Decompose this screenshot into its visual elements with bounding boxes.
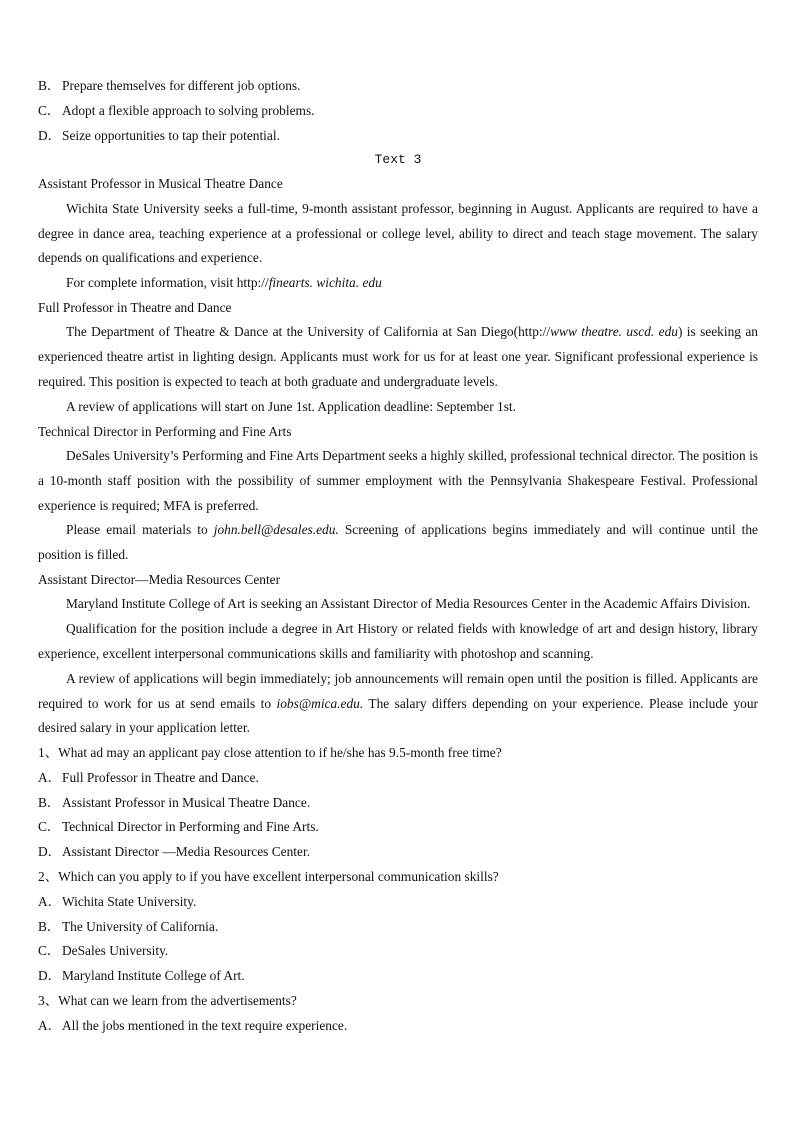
option-text: Seize opportunities to tap their potential. bbox=[62, 127, 280, 143]
option-c bbox=[38, 99, 758, 124]
option-text: Full Professor in Theatre and Dance. bbox=[62, 769, 259, 785]
question-option bbox=[38, 939, 758, 964]
question-option bbox=[38, 1014, 758, 1039]
question-option bbox=[38, 964, 758, 989]
option-letter: A． bbox=[38, 893, 62, 909]
option-letter: C． bbox=[38, 943, 61, 959]
option-b bbox=[38, 74, 758, 99]
ad-heading: Assistant Professor in Musical Theatre Dance bbox=[38, 176, 283, 192]
option-text: All the jobs mentioned in the text require experience. bbox=[62, 1017, 348, 1033]
question-option bbox=[38, 815, 758, 840]
option-text: Maryland Institute College of Art. bbox=[62, 968, 245, 984]
text-run: For complete information, visit http:// bbox=[66, 275, 269, 291]
option-d bbox=[38, 124, 758, 149]
option-letter: D． bbox=[38, 127, 62, 143]
option-letter: B． bbox=[38, 918, 61, 934]
website-link: www theatre. uscd. edu bbox=[550, 324, 678, 340]
question-option bbox=[38, 915, 758, 940]
option-text: Technical Director in Performing and Fine Arts. bbox=[62, 819, 319, 835]
option-letter: D． bbox=[38, 844, 62, 860]
text-run: ) is seeking an experienced theatre artist in lighting design. Applicants must work for us for at least one year. Significant professional experience is required. This position is expected to teach at both graduate and undergraduate levels. bbox=[38, 324, 758, 389]
question-option bbox=[38, 890, 758, 915]
option-letter: A． bbox=[38, 1017, 62, 1033]
ad-paragraph bbox=[38, 518, 758, 568]
question-stem: 3、What can we learn from the advertisements? bbox=[38, 993, 297, 1009]
option-text: DeSales University. bbox=[62, 943, 169, 959]
option-text: The University of California. bbox=[62, 918, 219, 934]
text-run: The Department of Theatre & Dance at the University of California at San Diego(http:// bbox=[66, 324, 551, 340]
website-link: finearts. wichita. edu bbox=[268, 275, 382, 291]
option-letter: B． bbox=[38, 794, 61, 810]
option-letter: D． bbox=[38, 968, 62, 984]
ad-heading: Assistant Director—Media Resources Center bbox=[38, 571, 281, 587]
email-link: john.bell@desales.edu. bbox=[213, 522, 339, 538]
ad-heading: Technical Director in Performing and Fine Arts bbox=[38, 423, 292, 439]
text-run: Please email materials to bbox=[66, 522, 214, 538]
question-option bbox=[38, 840, 758, 865]
ad-paragraph bbox=[38, 271, 758, 296]
question-option bbox=[38, 766, 758, 791]
option-text: Assistant Professor in Musical Theatre Dance. bbox=[62, 794, 311, 810]
option-text: Assistant Director —Media Resources Center. bbox=[62, 844, 311, 860]
text-run: A review of applications will begin immediately; job announcements will remain open until the position is filled. Applicants are required to work for us at send emails to bbox=[38, 670, 758, 711]
option-letter: B． bbox=[38, 78, 61, 93]
text-run: Screening of applications begins immediately and will continue until the position is filled. bbox=[38, 522, 758, 563]
email-link: iobs@mica.edu. bbox=[276, 695, 364, 711]
option-letter: C． bbox=[38, 102, 61, 118]
option-text: Prepare themselves for different job options. bbox=[62, 78, 301, 93]
ad-paragraph: DeSales University’s Performing and Fine Arts Department seeks a highly skilled, professional technical director. The position is a 10-month staff position with the possibility of summer employment with the Pennsylvania Shakespeare Festival. Professional experience is required; MFA is preferred. bbox=[38, 447, 758, 513]
ad-paragraph: Qualification for the position include a degree in Art History or related fields with knowledge of art and design history, library experience, excellent interpersonal communications skills and familiarity with photoshop and scanning. bbox=[38, 621, 758, 661]
ad-paragraph: Wichita State University seeks a full-time, 9-month assistant professor, beginning in August. Applicants are required to have a degree in dance area, teaching experience at a professional or college level, ability to direct and teach stage movement. The salary depends on qualifications and experience. bbox=[38, 200, 758, 266]
document-page bbox=[38, 74, 758, 1039]
question-stem: 2、Which can you apply to if you have excellent interpersonal communication skills? bbox=[38, 869, 499, 885]
option-letter: A． bbox=[38, 769, 62, 785]
text-run: The salary differs depending on your experience. Please include your desired salary in your application letter. bbox=[38, 695, 758, 736]
section-title: Text 3 bbox=[374, 152, 422, 168]
ad-heading: Full Professor in Theatre and Dance bbox=[38, 299, 232, 315]
ad-paragraph: A review of applications will start on June 1st. Application deadline: September 1st. bbox=[66, 398, 516, 414]
ad-paragraph: Maryland Institute College of Art is seeking an Assistant Director of Media Resources Center in the Academic Affairs Division. bbox=[66, 596, 751, 612]
ad-paragraph bbox=[38, 320, 758, 394]
question-stem: 1、What ad may an applicant pay close attention to if he/she has 9.5-month free time? bbox=[38, 745, 502, 761]
option-letter: C． bbox=[38, 819, 61, 835]
question-option bbox=[38, 791, 758, 816]
ad-paragraph bbox=[38, 667, 758, 741]
option-text: Wichita State University. bbox=[62, 893, 197, 909]
option-text: Adopt a flexible approach to solving problems. bbox=[62, 102, 315, 118]
